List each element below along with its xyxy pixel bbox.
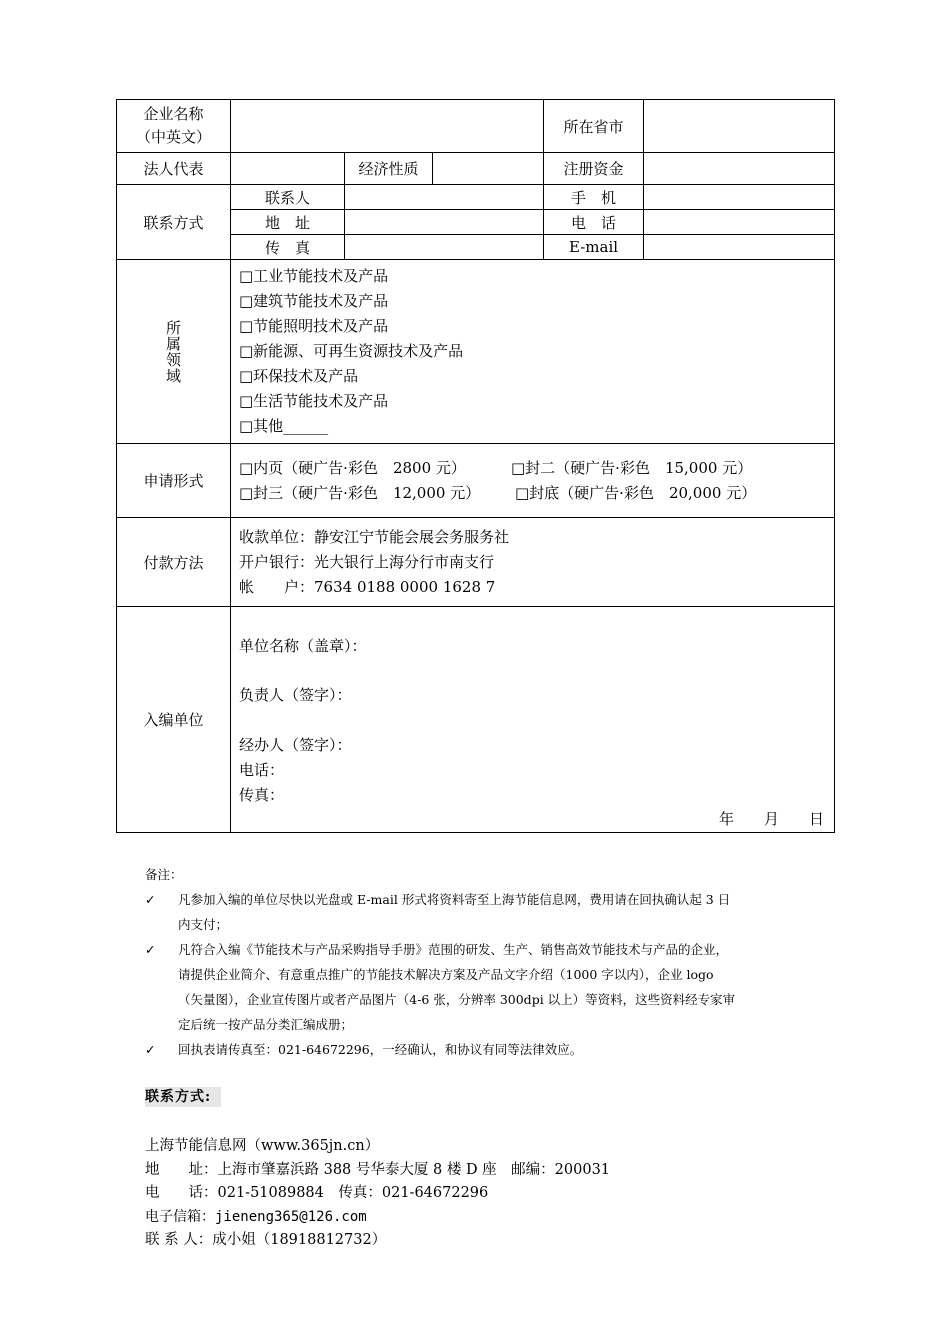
apply-option-back-cover[interactable]: □封底（硬广告·彩色 20,000 元） [515,483,757,502]
email-field[interactable] [644,235,835,260]
fax-field[interactable] [345,235,544,260]
contact-email-line[interactable]: 电子信箱：jieneng365@126.com [145,1208,367,1225]
field-option-lighting[interactable]: □节能照明技术及产品 [239,317,389,336]
unit-label: 入编单位 [117,607,231,833]
field-options [231,260,835,444]
check-icon: ✓ [145,942,156,957]
field-option-household[interactable]: □生活节能技术及产品 [239,392,389,411]
field-label: 所 属 领 域 [117,260,231,444]
payment-bank: 开户银行：光大银行上海分行市南支行 [239,552,495,571]
payment-payee: 收款单位：静安江宁节能会展会务服务社 [239,527,510,546]
row-contact-person [117,185,835,210]
handler-line: 经办人（签字）： [239,736,352,755]
mobile-field[interactable] [644,185,835,210]
contact-address-line: 地 址：上海市肇嘉浜路 388 号华泰大厦 8 楼 D 座 邮编：200031 [145,1161,611,1178]
contact-title: 联系方式: [145,1087,221,1107]
responsible-line: 负责人（签字）： [239,686,352,705]
payment-account: 帐 户：7634 0188 0000 1628 7 [239,577,496,596]
unit-name-line: 单位名称（盖章）： [239,637,367,656]
province-label: 所在省市 [544,100,644,153]
row-field [117,260,835,444]
apply-form-label: 申请形式 [117,443,231,517]
fax-label: 传 真 [231,235,345,260]
legal-rep-label: 法人代表 [117,153,231,185]
registration-form-table [116,99,835,833]
apply-option-inside-front-cover[interactable]: □封二（硬广告·彩色 15,000 元） [511,458,753,477]
row-apply-form [117,443,835,517]
check-icon: ✓ [145,1042,156,1057]
apply-option-inner-page[interactable]: □内页（硬广告·彩色 2800 元） [239,458,466,477]
email-label: E-mail [544,235,644,260]
date-line: 年 月 日 [719,810,825,829]
check-icon: ✓ [145,892,156,907]
mobile-label: 手 机 [544,185,644,210]
row-unit [117,607,835,833]
note-item: ✓ 回执表请传真至：021-64672296，一经确认，和协议有同等法律效应。 [145,1037,825,1062]
row-payment [117,518,835,607]
apply-option-inside-back-cover[interactable]: □封三（硬广告·彩色 12,000 元） [239,483,481,502]
economic-nature-field[interactable] [433,153,544,185]
unit-sign-area[interactable] [231,607,835,833]
contact-site-line: 上海节能信息网（www.365jn.cn） [145,1138,380,1154]
contact-info [145,1135,610,1253]
province-field[interactable] [644,100,835,153]
contact-person-line: 联 系 人：成小姐（18918812732） [145,1232,387,1248]
phone-label: 电 话 [544,210,644,235]
row-company-name [117,100,835,153]
contact-person-label: 联系人 [231,185,345,210]
payment-info [231,518,835,607]
phone-field[interactable] [644,210,835,235]
unit-phone-line: 电话： [239,761,285,780]
field-option-other[interactable]: □其他______ [239,417,329,436]
note-item: ✓ 凡符合入编《节能技术与产品采购指导手册》范围的研发、生产、销售高效节能技术与产品的企业， 请提供企业简介、有意重点推广的节能技术解决方案及产品文字介绍（1000 字以内），企业 logo （矢量图），企业宣传图片或者产品图片（4-6 张，分辨率 300dpi 以上）等资料，这些资料经专家审 定后统一按产品分类汇编成册； [145,937,825,1037]
unit-fax-line: 传真： [239,786,285,805]
contact-person-field[interactable] [345,185,544,210]
registered-capital-field[interactable] [644,153,835,185]
note-item: ✓ 凡参加入编的单位尽快以光盘或 E-mail 形式将资料寄至上海节能信息网，费用请在回执确认起 3 日 内支付； [145,887,825,937]
legal-rep-field[interactable] [231,153,345,185]
company-name-label: 企业名称 （中英文） [117,100,231,153]
economic-nature-label: 经济性质 [345,153,433,185]
contact-phone-line: 电 话：021-51089884 传真：021-64672296 [145,1185,489,1201]
apply-options [231,443,835,517]
company-name-field[interactable] [231,100,544,153]
notes-section [145,862,825,1062]
row-legal-rep [117,153,835,185]
address-label: 地 址 [231,210,345,235]
field-option-new-energy[interactable]: □新能源、可再生资源技术及产品 [239,342,464,361]
address-field[interactable] [345,210,544,235]
field-option-industrial[interactable]: □工业节能技术及产品 [239,267,389,286]
registered-capital-label: 注册资金 [544,153,644,185]
field-option-building[interactable]: □建筑节能技术及产品 [239,292,389,311]
payment-label: 付款方法 [117,518,231,607]
contact-method-label: 联系方式 [117,185,231,260]
notes-title: 备注： [145,867,183,882]
field-option-environmental[interactable]: □环保技术及产品 [239,367,359,386]
